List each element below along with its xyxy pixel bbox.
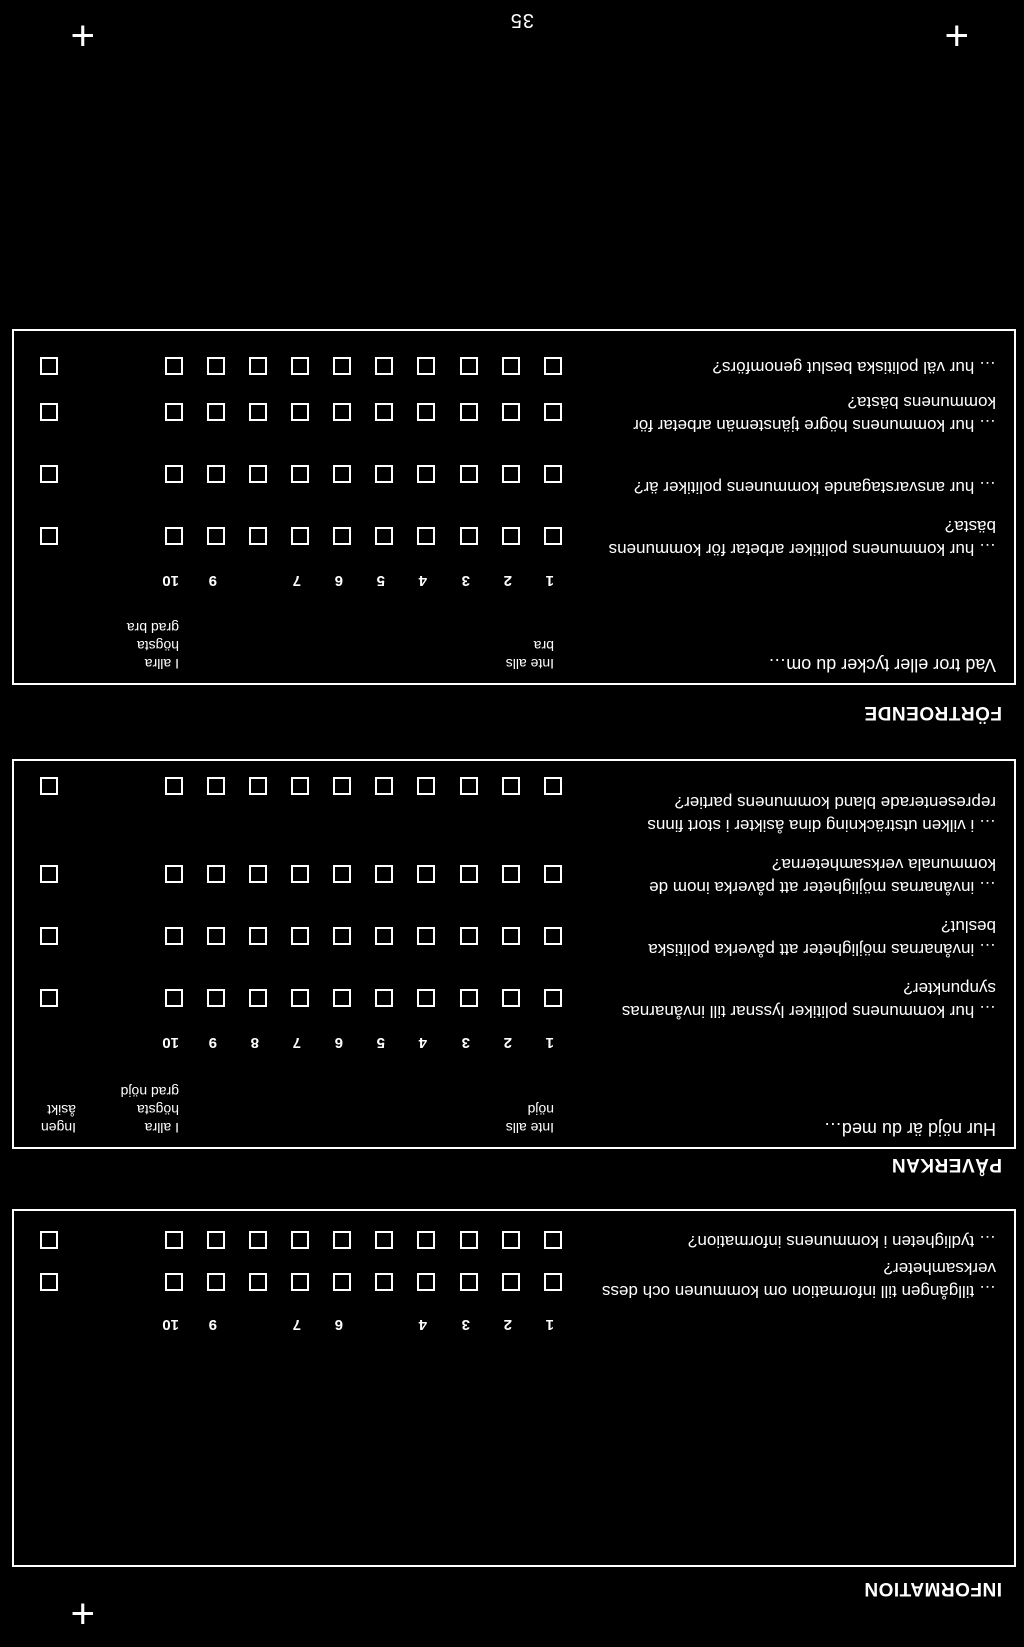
rating-2-checkbox[interactable]	[502, 777, 520, 795]
no-opinion-checkbox[interactable]	[40, 403, 58, 421]
rating-8-checkbox[interactable]	[249, 1273, 267, 1291]
rating-10-checkbox[interactable]	[165, 403, 183, 421]
rating-3-checkbox[interactable]	[460, 403, 478, 421]
rating-10-checkbox[interactable]	[165, 777, 183, 795]
rating-10-checkbox[interactable]	[165, 1231, 183, 1249]
rating-10-checkbox[interactable]	[165, 465, 183, 483]
rating-6-checkbox[interactable]	[333, 465, 351, 483]
scale-label: 1	[545, 1316, 554, 1333]
scale-label: 9	[208, 1316, 217, 1333]
scale-label: 10	[162, 1316, 179, 1333]
rating-1-checkbox[interactable]	[544, 865, 562, 883]
rating-8-checkbox[interactable]	[249, 989, 267, 1007]
paverkan-scale-row	[14, 1031, 1014, 1051]
scale-label: 4	[418, 1316, 427, 1333]
section-title-information: INFORMATION	[863, 1578, 1002, 1599]
scale-label: 7	[292, 1316, 301, 1333]
rating-1-checkbox[interactable]	[544, 527, 562, 545]
rating-3-checkbox[interactable]	[460, 465, 478, 483]
rating-10-checkbox[interactable]	[165, 1273, 183, 1291]
rating-7-checkbox[interactable]	[291, 357, 309, 375]
section-title-fortroende: FÖRTROENDE	[864, 702, 1002, 723]
row-question: … invånarnas möjligheter att påverka inom de kommunala verksamheterna?	[649, 855, 996, 897]
rating-3-checkbox[interactable]	[460, 777, 478, 795]
rating-3-checkbox[interactable]	[460, 527, 478, 545]
no-opinion-checkbox[interactable]	[40, 1231, 58, 1249]
rating-9-checkbox[interactable]	[207, 777, 225, 795]
scale-label: 8	[250, 1034, 259, 1051]
scale-left-label: Inte alls bra	[505, 638, 554, 672]
rating-1-checkbox[interactable]	[544, 777, 562, 795]
rating-6-checkbox[interactable]	[333, 527, 351, 545]
information-scale-row	[14, 1313, 1014, 1333]
rating-10-checkbox[interactable]	[165, 989, 183, 1007]
rating-6-checkbox[interactable]	[333, 927, 351, 945]
no-opinion-checkbox[interactable]	[40, 927, 58, 945]
rating-4-checkbox[interactable]	[417, 357, 435, 375]
paverkan-question: Hur nöjd är du med…	[823, 1119, 996, 1139]
rating-8-checkbox[interactable]	[249, 527, 267, 545]
rating-4-checkbox[interactable]	[417, 927, 435, 945]
row-question: … i vilken utsträckning dina åsikter i stort finns representerade bland kommunens partier?	[647, 793, 996, 835]
rating-5-checkbox[interactable]	[375, 357, 393, 375]
row-question: … hur kommunens politiker lyssnar till invånarnas synpunkter?	[621, 979, 996, 1021]
rating-5-checkbox[interactable]	[375, 1273, 393, 1291]
rating-8-checkbox[interactable]	[249, 357, 267, 375]
rating-7-checkbox[interactable]	[291, 1273, 309, 1291]
rating-4-checkbox[interactable]	[417, 403, 435, 421]
survey-row	[14, 765, 1014, 837]
rating-2-checkbox[interactable]	[502, 403, 520, 421]
rating-5-checkbox[interactable]	[375, 527, 393, 545]
row-question: … hur väl politiska beslut genomförs?	[712, 358, 996, 377]
rating-5-checkbox[interactable]	[375, 403, 393, 421]
no-opinion-checkbox[interactable]	[40, 777, 58, 795]
rating-9-checkbox[interactable]	[207, 403, 225, 421]
rating-5-checkbox[interactable]	[375, 465, 393, 483]
scale-label: 2	[503, 1316, 512, 1333]
rating-1-checkbox[interactable]	[544, 465, 562, 483]
scale-label: 9	[208, 1034, 217, 1051]
rating-10-checkbox[interactable]	[165, 527, 183, 545]
rating-7-checkbox[interactable]	[291, 777, 309, 795]
rating-9-checkbox[interactable]	[207, 865, 225, 883]
rating-6-checkbox[interactable]	[333, 403, 351, 421]
rating-4-checkbox[interactable]	[417, 465, 435, 483]
rating-1-checkbox[interactable]	[544, 1273, 562, 1291]
rating-4-checkbox[interactable]	[417, 989, 435, 1007]
scale-left-label: Inte alls nöjd	[505, 1102, 554, 1136]
row-question: … hur kommunens högre tjänstemän arbetar för kommunens bästa?	[633, 393, 996, 435]
rating-2-checkbox[interactable]	[502, 989, 520, 1007]
scale-label: 6	[334, 572, 343, 589]
rating-8-checkbox[interactable]	[249, 1231, 267, 1249]
rating-3-checkbox[interactable]	[460, 989, 478, 1007]
survey-row	[14, 971, 1014, 1023]
rating-9-checkbox[interactable]	[207, 1231, 225, 1249]
rating-3-checkbox[interactable]	[460, 865, 478, 883]
rating-10-checkbox[interactable]	[165, 865, 183, 883]
fortroende-scale-row	[14, 569, 1014, 589]
rating-5-checkbox[interactable]	[375, 865, 393, 883]
rating-3-checkbox[interactable]	[460, 927, 478, 945]
scale-label: 1	[545, 572, 554, 589]
rating-1-checkbox[interactable]	[544, 403, 562, 421]
survey-row	[14, 447, 1014, 499]
rating-1-checkbox[interactable]	[544, 927, 562, 945]
rating-6-checkbox[interactable]	[333, 777, 351, 795]
survey-row	[14, 509, 1014, 561]
crosshair-mark-bottom-right: +	[70, 1591, 95, 1638]
rating-2-checkbox[interactable]	[502, 1231, 520, 1249]
scale-label: 4	[418, 572, 427, 589]
rating-6-checkbox[interactable]	[333, 1231, 351, 1249]
rating-2-checkbox[interactable]	[502, 465, 520, 483]
rating-4-checkbox[interactable]	[417, 527, 435, 545]
rating-7-checkbox[interactable]	[291, 465, 309, 483]
rating-2-checkbox[interactable]	[502, 1273, 520, 1291]
rating-8-checkbox[interactable]	[249, 927, 267, 945]
no-opinion-checkbox[interactable]	[40, 527, 58, 545]
survey-row	[14, 1257, 1014, 1303]
rating-10-checkbox[interactable]	[165, 357, 183, 375]
rating-2-checkbox[interactable]	[502, 357, 520, 375]
no-opinion-checkbox[interactable]	[40, 865, 58, 883]
survey-row	[14, 847, 1014, 899]
rating-9-checkbox[interactable]	[207, 1273, 225, 1291]
rating-9-checkbox[interactable]	[207, 527, 225, 545]
rating-5-checkbox[interactable]	[375, 989, 393, 1007]
rating-9-checkbox[interactable]	[207, 357, 225, 375]
row-question: … tydligheten i kommunens information?	[687, 1232, 996, 1251]
rating-6-checkbox[interactable]	[333, 865, 351, 883]
scale-label: 5	[376, 572, 385, 589]
rating-7-checkbox[interactable]	[291, 403, 309, 421]
no-opinion-checkbox[interactable]	[40, 357, 58, 375]
survey-row	[14, 339, 1014, 379]
rating-9-checkbox[interactable]	[207, 989, 225, 1007]
rating-5-checkbox[interactable]	[375, 1231, 393, 1249]
survey-row	[14, 1223, 1014, 1253]
scale-label: 3	[461, 572, 470, 589]
scale-label: 5	[376, 1034, 385, 1051]
scale-label: 4	[418, 1034, 427, 1051]
rating-3-checkbox[interactable]	[460, 1273, 478, 1291]
fortroende-question: Vad tror eller tycker du om…	[768, 655, 996, 675]
no-opinion-checkbox[interactable]	[40, 989, 58, 1007]
scale-label: 7	[292, 1034, 301, 1051]
rating-7-checkbox[interactable]	[291, 989, 309, 1007]
survey-row	[14, 385, 1014, 437]
scale-label: 9	[208, 572, 217, 589]
crosshair-mark-top-left: +	[944, 13, 969, 60]
rating-8-checkbox[interactable]	[249, 865, 267, 883]
rating-2-checkbox[interactable]	[502, 527, 520, 545]
rating-8-checkbox[interactable]	[249, 465, 267, 483]
section-title-paverkan: PÅVERKAN	[891, 1154, 1002, 1175]
rating-10-checkbox[interactable]	[165, 927, 183, 945]
fortroende-box	[12, 329, 1016, 685]
row-question: … hur ansvarstagande kommunens politiker är?	[634, 478, 996, 497]
scale-label: 6	[334, 1316, 343, 1333]
scale-right-label: I allra högsta grad bra	[126, 620, 179, 672]
rating-3-checkbox[interactable]	[460, 357, 478, 375]
rating-9-checkbox[interactable]	[207, 927, 225, 945]
scale-label: 10	[162, 572, 179, 589]
paverkan-box	[12, 759, 1016, 1149]
rating-1-checkbox[interactable]	[544, 1231, 562, 1249]
rating-4-checkbox[interactable]	[417, 865, 435, 883]
scale-right-label: I allra högsta grad nöjd	[120, 1084, 179, 1136]
rating-7-checkbox[interactable]	[291, 1231, 309, 1249]
rating-3-checkbox[interactable]	[460, 1231, 478, 1249]
crosshair-mark-top-right: +	[70, 13, 95, 60]
rating-6-checkbox[interactable]	[333, 1273, 351, 1291]
rating-5-checkbox[interactable]	[375, 927, 393, 945]
row-question: … tillgången till information om kommunen och dess verksamheter?	[601, 1259, 996, 1301]
scale-label: 2	[503, 1034, 512, 1051]
rating-4-checkbox[interactable]	[417, 777, 435, 795]
scale-label: 6	[334, 1034, 343, 1051]
row-question: … hur kommunens politiker arbetar för kommunens bästa?	[608, 517, 996, 559]
rating-8-checkbox[interactable]	[249, 403, 267, 421]
scale-label: 2	[503, 572, 512, 589]
scale-label: 3	[461, 1034, 470, 1051]
rating-8-checkbox[interactable]	[249, 777, 267, 795]
scale-label: 7	[292, 572, 301, 589]
rating-4-checkbox[interactable]	[417, 1231, 435, 1249]
rating-1-checkbox[interactable]	[544, 357, 562, 375]
rating-6-checkbox[interactable]	[333, 989, 351, 1007]
no-opinion-checkbox[interactable]	[40, 1273, 58, 1291]
survey-row	[14, 909, 1014, 961]
scale-label: 3	[461, 1316, 470, 1333]
rating-4-checkbox[interactable]	[417, 1273, 435, 1291]
no-opinion-label: Ingen åsikt	[40, 1102, 76, 1136]
rating-5-checkbox[interactable]	[375, 777, 393, 795]
rating-7-checkbox[interactable]	[291, 527, 309, 545]
rating-1-checkbox[interactable]	[544, 989, 562, 1007]
information-box	[12, 1209, 1016, 1567]
rating-6-checkbox[interactable]	[333, 357, 351, 375]
scale-label: 10	[162, 1034, 179, 1051]
rating-7-checkbox[interactable]	[291, 927, 309, 945]
rating-7-checkbox[interactable]	[291, 865, 309, 883]
rating-2-checkbox[interactable]	[502, 865, 520, 883]
rating-2-checkbox[interactable]	[502, 927, 520, 945]
rating-9-checkbox[interactable]	[207, 465, 225, 483]
page-number: 35	[509, 9, 534, 31]
scale-label: 1	[545, 1034, 554, 1051]
row-question: … invånarnas möjligheter att påverka politiska beslut?	[648, 917, 996, 959]
no-opinion-checkbox[interactable]	[40, 465, 58, 483]
